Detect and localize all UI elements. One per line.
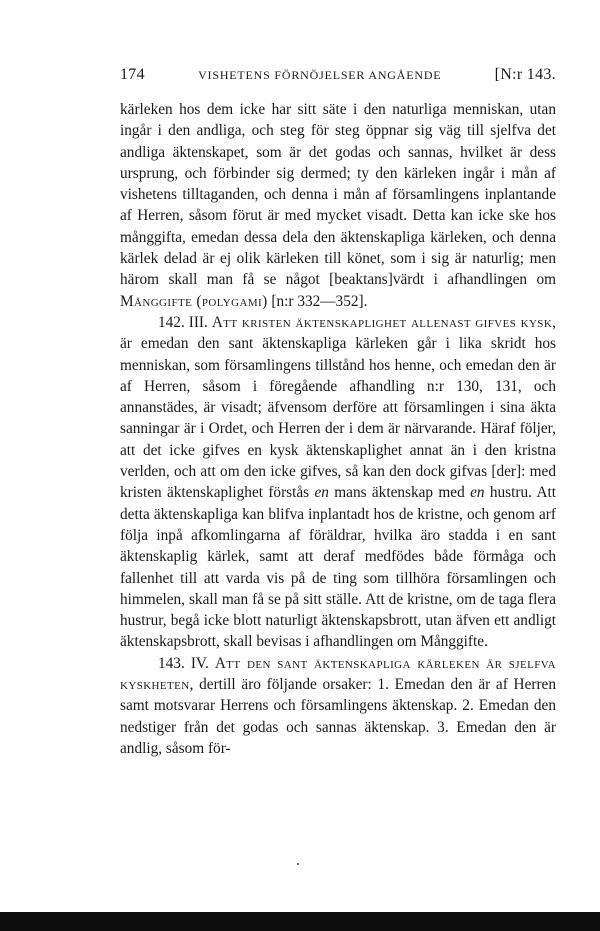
running-header (120, 66, 556, 84)
text-run: mans äktenskap med (328, 484, 471, 502)
text-run: [n:r 332—352]. (267, 292, 368, 310)
small-caps-reference: Månggifte (polygami) (120, 292, 268, 310)
emphasis: en (314, 484, 329, 502)
paragraph-continuation (120, 99, 556, 312)
text-run: kärleken hos dem icke har sitt säte i den naturliga menniskan, utan ingår i den andliga, och steg för steg öppnar sig väg till sjelfva det andliga äktenskapet, som är det godas och sannas, hvilket är dess ursprung, och förbinder sig dermed; ty den kärleken ingår i mån af vishetens tilltaganden, och denna i mån af församlingens inplantande af Herren, såsom förut är med mycket visadt. Detta kan icke ske hos månggifta, emedan dessa dela den äktenskapliga kärleken, och denna kärlek delad är ej olik kärleken till könet, som i sig är naturlig; men härom skall man få se något [beaktans]värdt i afhandlingen om (120, 101, 556, 289)
section-reference: [N:r 143. (494, 66, 556, 83)
paragraph-142 (120, 312, 556, 653)
running-title: VISHETENS FÖRNÖJELSER ANGÅENDE (198, 68, 442, 82)
section-heading: Att kristen äktenskaplighet allenast gifves kysk (211, 313, 553, 331)
text-run: , dertill äro följande orsaker: 1. Emedan den är af Herren samt motsvarar Herrens och församlingens äktenskap. 2. Emedan den nedstiger från det godas och sannas äktenskap. 3. Emedan den är andlig, såsom för- (120, 676, 556, 757)
paragraph-143 (120, 653, 556, 759)
emphasis: en (470, 484, 485, 502)
page-number: 174 (120, 66, 145, 83)
paper-speck (297, 863, 299, 865)
section-number: 143. IV. (158, 654, 215, 672)
section-heading: Att den sant äktenskapliga kärleken är sjelfva kyskheten (120, 654, 556, 694)
page-body (120, 99, 556, 759)
scan-edge-bar (0, 912, 600, 931)
text-run: hustru. Att detta äktenskapliga kan blifva inplantadt hos de kristne, och genom arf följa inpå afkomlingarna af föräldrar, hvilka äro stadda i en sant äktenskaplig kärlek, samt att deraf medfödes både förmåga och fallenhet till att varda vis på de ting som tillhöra församlingen och himmelen, skall man få se på sitt ställe. Att de kristne, om de taga flera hustrur, begå icke blott naturligt äktenskapsbrott, utan äfven ett andligt äktenskapsbrott, skall bevisas i afhandlingen om Månggifte. (120, 484, 556, 651)
text-run: , är emedan den sant äktenskapliga kärleken går i lika skridt hos menniskan, som församlingens tillstånd hos henne, och emedan den är af Herren, såsom i föregående afhandling n:r 130, 131, och annanstädes, är visadt; äfvensom derföre att församlingen i sina äkta sanningar är i Ordet, och Herren der i dem är närvarande. Häraf följer, att det icke gifves en kysk äktenskaplighet annat än i den kristna verlden, och att om den icke gifves, så kan den dock gifvas [der]: med kristen äktenskaplighet förstås (120, 313, 556, 502)
section-number: 142. III. (158, 313, 212, 331)
